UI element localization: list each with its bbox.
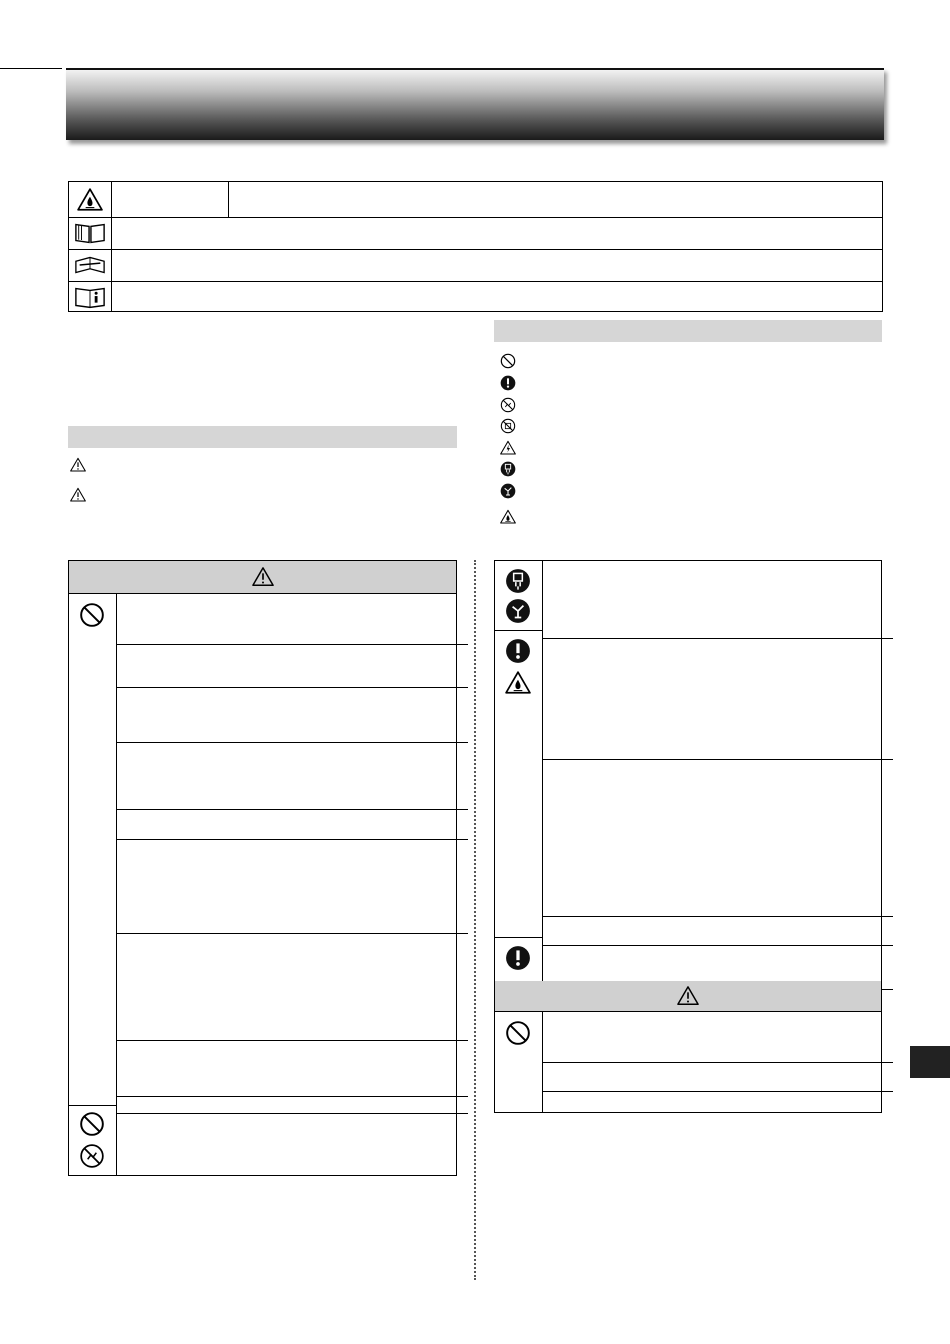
left-section-header bbox=[68, 426, 457, 448]
mandatory-icon bbox=[495, 636, 541, 666]
unplug-icon bbox=[495, 567, 541, 595]
symbols-row-text bbox=[229, 182, 882, 217]
legend-item bbox=[500, 439, 524, 457]
no-touch-icon bbox=[500, 397, 516, 413]
warning-note bbox=[70, 456, 458, 474]
symbol-legend bbox=[500, 352, 880, 532]
warning-notes bbox=[70, 456, 458, 516]
no-touch-icon bbox=[69, 1141, 115, 1171]
legend-item bbox=[500, 460, 524, 478]
warning-cell bbox=[116, 734, 468, 810]
electric-hazard-icon bbox=[500, 440, 516, 456]
warning-cell bbox=[542, 751, 893, 917]
symbols-row bbox=[69, 281, 882, 312]
info-manual-icon bbox=[69, 281, 112, 312]
book-icon bbox=[69, 217, 112, 249]
symbols-row bbox=[69, 249, 882, 282]
symbols-row-text bbox=[111, 281, 882, 312]
symbols-row-text bbox=[111, 217, 882, 249]
caution-header bbox=[495, 981, 881, 1012]
mandatory-icon bbox=[495, 943, 541, 973]
warning-icon-column bbox=[69, 593, 117, 1106]
mandatory-icon bbox=[500, 375, 516, 391]
symbols-row bbox=[69, 182, 882, 218]
warning-cell bbox=[116, 925, 468, 1041]
warning-triangle-icon bbox=[676, 985, 700, 1007]
symbols-row-label bbox=[111, 182, 229, 217]
legend-item bbox=[500, 396, 524, 414]
warning-cell bbox=[542, 561, 893, 639]
no-water-icon bbox=[500, 418, 516, 434]
warning-note bbox=[70, 486, 458, 504]
warning-cell bbox=[542, 1083, 893, 1120]
intro-text bbox=[68, 322, 456, 418]
section-tab bbox=[910, 1046, 950, 1078]
warning-table-header bbox=[69, 561, 456, 594]
warning-icon-column bbox=[69, 1105, 117, 1175]
symbols-row bbox=[69, 217, 882, 250]
symbols-table bbox=[68, 181, 883, 312]
warning-icon-column bbox=[495, 937, 543, 982]
legend-item bbox=[500, 374, 524, 392]
symbols-row-text bbox=[111, 249, 882, 281]
right-section-header bbox=[494, 320, 882, 342]
warning-cell bbox=[116, 1105, 468, 1183]
prohibited-icon bbox=[500, 353, 516, 369]
prohibited-icon bbox=[69, 599, 115, 631]
flammable-warning-icon bbox=[69, 182, 112, 217]
legend-item bbox=[500, 352, 524, 370]
warning-cell bbox=[116, 831, 468, 934]
warning-triangle-icon bbox=[251, 566, 275, 588]
open-manual-icon bbox=[69, 249, 112, 281]
warning-triangle-icon bbox=[70, 487, 86, 503]
flammable-icon bbox=[500, 509, 516, 525]
warning-icon-column bbox=[495, 630, 543, 938]
legend-item bbox=[500, 482, 524, 500]
legend-item bbox=[500, 417, 524, 435]
unplug-icon bbox=[500, 461, 516, 477]
warning-table bbox=[68, 560, 457, 1176]
ground-icon bbox=[495, 597, 541, 625]
warning-cell bbox=[542, 630, 893, 760]
column-divider bbox=[474, 560, 476, 1280]
warning-icon-column bbox=[495, 1012, 543, 1112]
top-rule bbox=[0, 68, 62, 69]
warning-triangle-icon bbox=[70, 457, 86, 473]
title-banner bbox=[66, 68, 884, 140]
legend-item bbox=[500, 508, 524, 526]
ground-icon bbox=[500, 483, 516, 499]
right-warning-table bbox=[494, 560, 882, 1113]
warning-icon-column bbox=[495, 561, 543, 631]
flammable-icon bbox=[495, 668, 541, 698]
prohibited-icon bbox=[495, 1018, 541, 1048]
prohibited-icon bbox=[69, 1109, 115, 1139]
